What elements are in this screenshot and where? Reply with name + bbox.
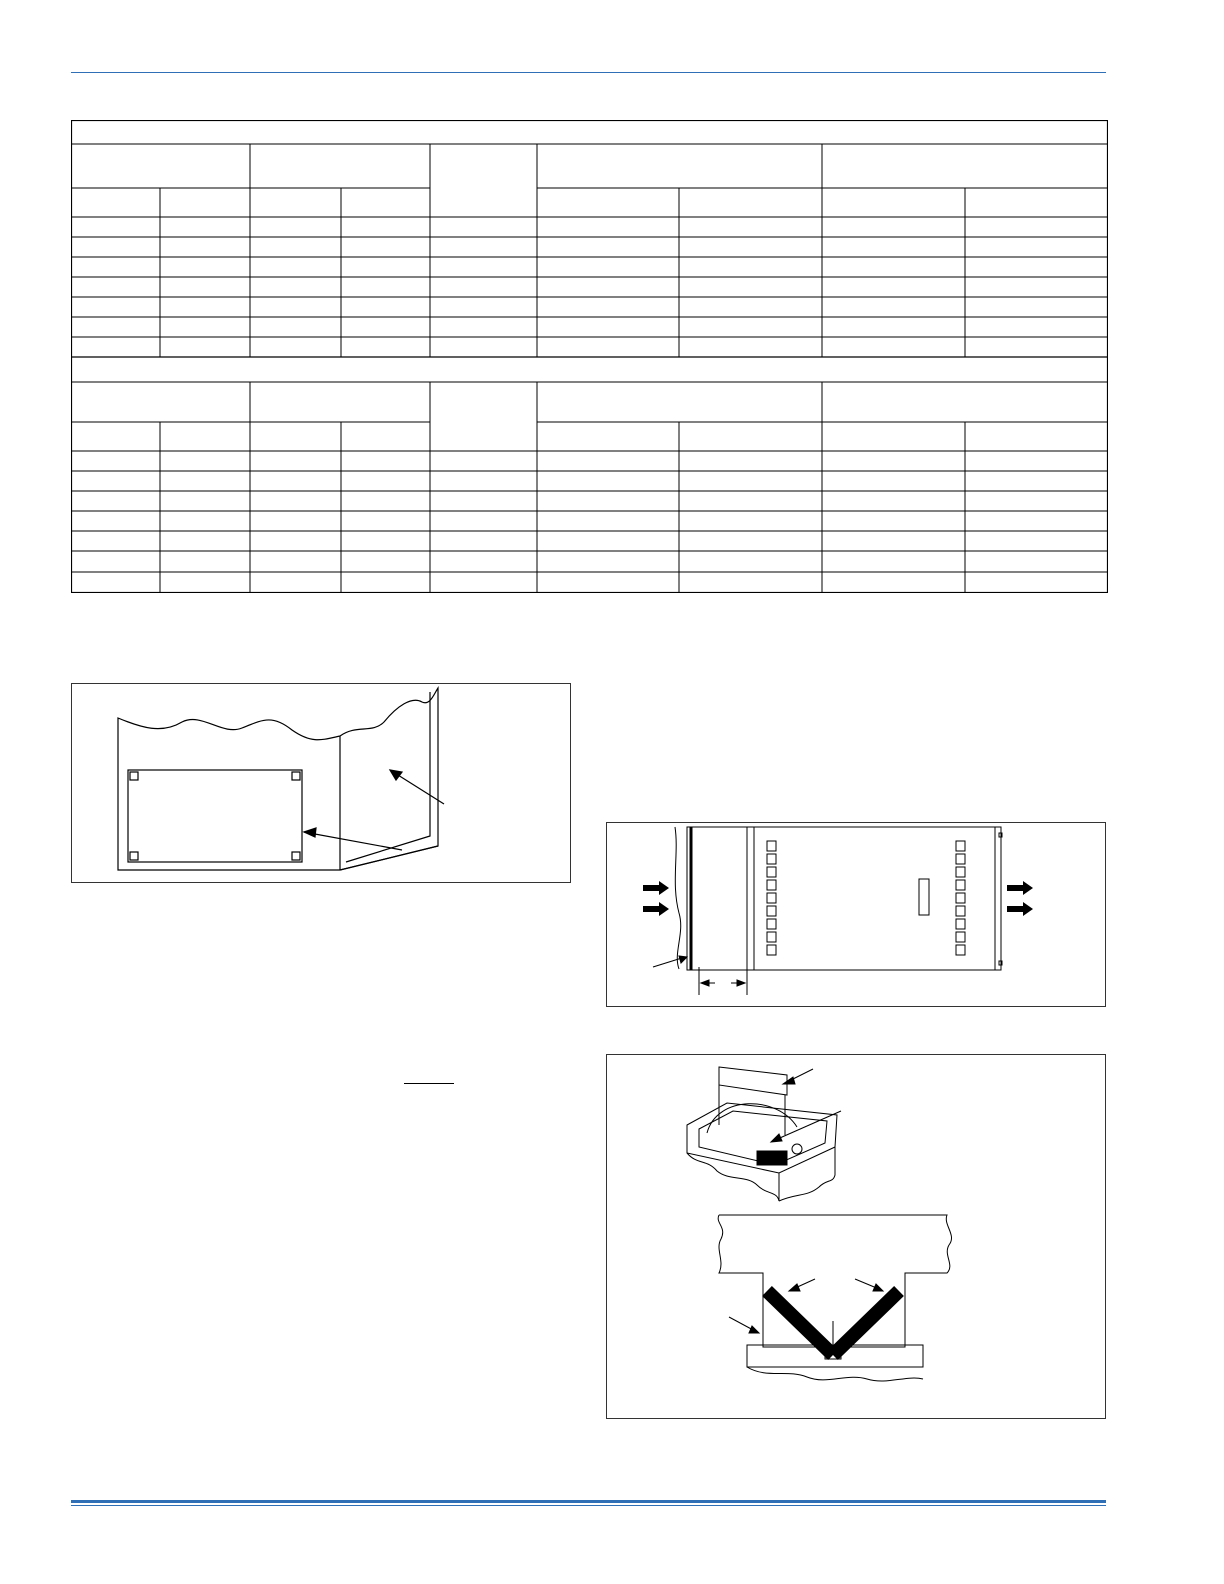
duct-panel-figure <box>71 683 571 883</box>
specifications-table <box>71 120 1108 593</box>
duct-outline <box>118 688 438 870</box>
header-rule <box>71 72 1106 73</box>
access-panel <box>128 770 302 862</box>
airflow-arrows-out <box>1007 881 1033 916</box>
footer-rule <box>71 1500 1106 1503</box>
unit-side-view-figure <box>606 822 1106 1007</box>
left-louvers <box>767 841 776 955</box>
arrow <box>304 832 402 850</box>
right-louvers <box>956 841 965 955</box>
airflow-arrows-in <box>643 881 669 916</box>
arrow <box>773 1111 841 1141</box>
underline-mark <box>404 1083 454 1084</box>
coil-drain-pan-figure <box>606 1054 1106 1419</box>
footer-rule-thin <box>71 1505 1106 1506</box>
